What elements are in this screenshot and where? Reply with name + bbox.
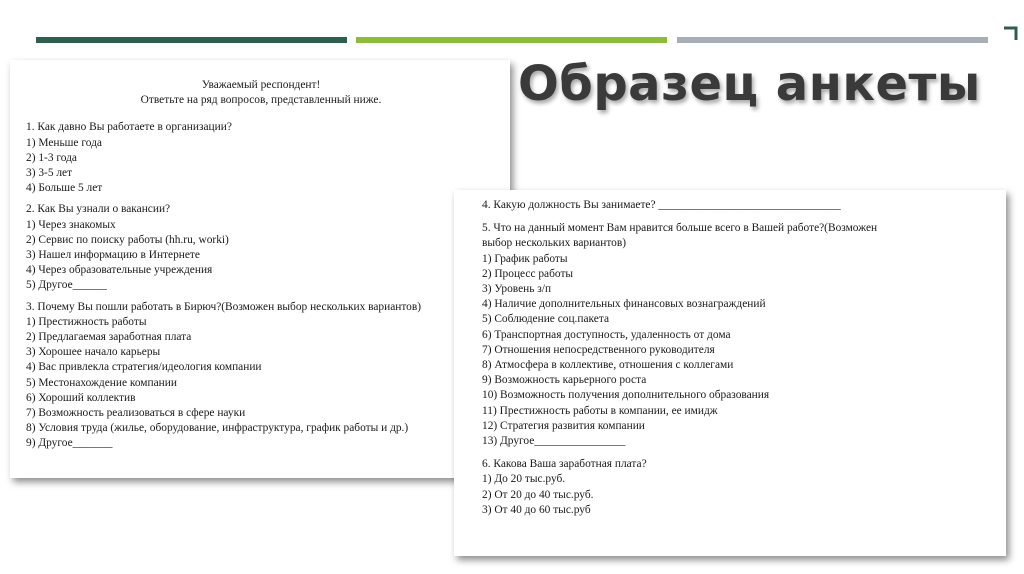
answer-option: 6) Хороший коллектив: [26, 391, 136, 404]
slide-title: Образец анкеты: [518, 56, 981, 112]
answer-option: 4) Вас привлекла стратегия/идеология компании: [26, 361, 262, 374]
answer-option: 11) Престижность работы в компании, ее имидж: [482, 404, 718, 417]
decor-bar-gray: [677, 37, 988, 43]
question-text: 6. Какова Ваша заработная плата?: [482, 458, 647, 471]
question-text: 1. Как давно Вы работаете в организации?: [26, 121, 232, 134]
answer-option: 1) График работы: [482, 252, 568, 265]
question-text-continued: выбор нескольких вариантов): [482, 237, 627, 250]
question-block: [482, 198, 992, 213]
question-text: 3. Почему Вы пошли работать в Бирюч?(Возможен выбор нескольких вариантов): [26, 300, 422, 313]
questionnaire-page-2: [454, 190, 1006, 556]
question-block: [26, 300, 496, 452]
answer-option: 10) Возможность получения дополнительного образования: [482, 389, 770, 402]
questionnaire-page-1: [10, 60, 510, 478]
answer-option: 1) До 20 тыс.руб.: [482, 473, 566, 486]
answer-option: 4) Наличие дополнительных финансовых вознаграждений: [482, 298, 766, 311]
answer-option: 4) Через образовательные учреждения: [26, 264, 213, 277]
answer-option: 7) Возможность реализоваться в сфере науки: [26, 407, 246, 420]
question-block: [482, 221, 992, 449]
question-list: [26, 120, 496, 451]
answer-option: 4) Больше 5 лет: [26, 182, 103, 195]
question-list: [482, 198, 992, 518]
answer-option: 12) Стратегия развития компании: [482, 419, 645, 432]
answer-option: 8) Атмосфера в коллективе, отношения с коллегами: [482, 359, 734, 372]
answer-option: 3) Хорошее начало карьеры: [26, 346, 161, 359]
answer-option: 7) Отношения непосредственного руководителя: [482, 343, 715, 356]
answer-option: 3) Уровень з/п: [482, 283, 552, 296]
decor-bar-light-green: [356, 37, 667, 43]
answer-option: 2) 1-3 года: [26, 151, 77, 164]
answer-option: 9) Возможность карьерного роста: [482, 374, 647, 387]
answer-option: 2) От 20 до 40 тыс.руб.: [482, 488, 594, 501]
answer-option: 1) Меньше года: [26, 136, 102, 149]
question-text: 5. Что на данный момент Вам нравится больше всего в Вашей работе?(Возможен: [482, 222, 878, 235]
answer-option: 2) Предлагаемая заработная плата: [26, 331, 192, 344]
answer-option: 9) Другое_______: [26, 437, 113, 450]
answer-option: 8) Условия труда (жилье, оборудование, инфраструктура, график работы и др.): [26, 422, 409, 435]
answer-option: 6) Транспортная доступность, удаленность от дома: [482, 328, 731, 341]
answer-option: 3) Нашел информацию в Интернете: [26, 249, 200, 262]
decor-bar-dark-green: [36, 37, 347, 43]
answer-option: 3) От 40 до 60 тыс.руб: [482, 503, 591, 516]
answer-option: 13) Другое________________: [482, 435, 626, 448]
answer-option: 3) 3-5 лет: [26, 167, 73, 180]
instruction: Ответьте на ряд вопросов, представленный ниже.: [140, 94, 382, 107]
answer-option: 5) Местонахождение компании: [26, 376, 177, 389]
question-block: [482, 457, 992, 518]
answer-option: 1) Через знакомых: [26, 218, 116, 231]
answer-option: 2) Процесс работы: [482, 267, 574, 280]
answer-option: 1) Престижность работы: [26, 315, 147, 328]
question-text: 2. Как Вы узнали о вакансии?: [26, 203, 171, 216]
answer-option: 5) Другое______: [26, 279, 107, 292]
answer-option: 5) Соблюдение соц.пакета: [482, 313, 610, 326]
question-block: [26, 202, 496, 293]
answer-option: 2) Сервис по поиску работы (hh.ru, worki): [26, 233, 229, 246]
question-text: 4. Какую должность Вы занимаете? ________________________________: [482, 199, 841, 211]
corner-bracket-icon: [1004, 26, 1018, 40]
greeting: Уважаемый респондент!: [201, 79, 321, 91]
question-block: [26, 120, 496, 196]
